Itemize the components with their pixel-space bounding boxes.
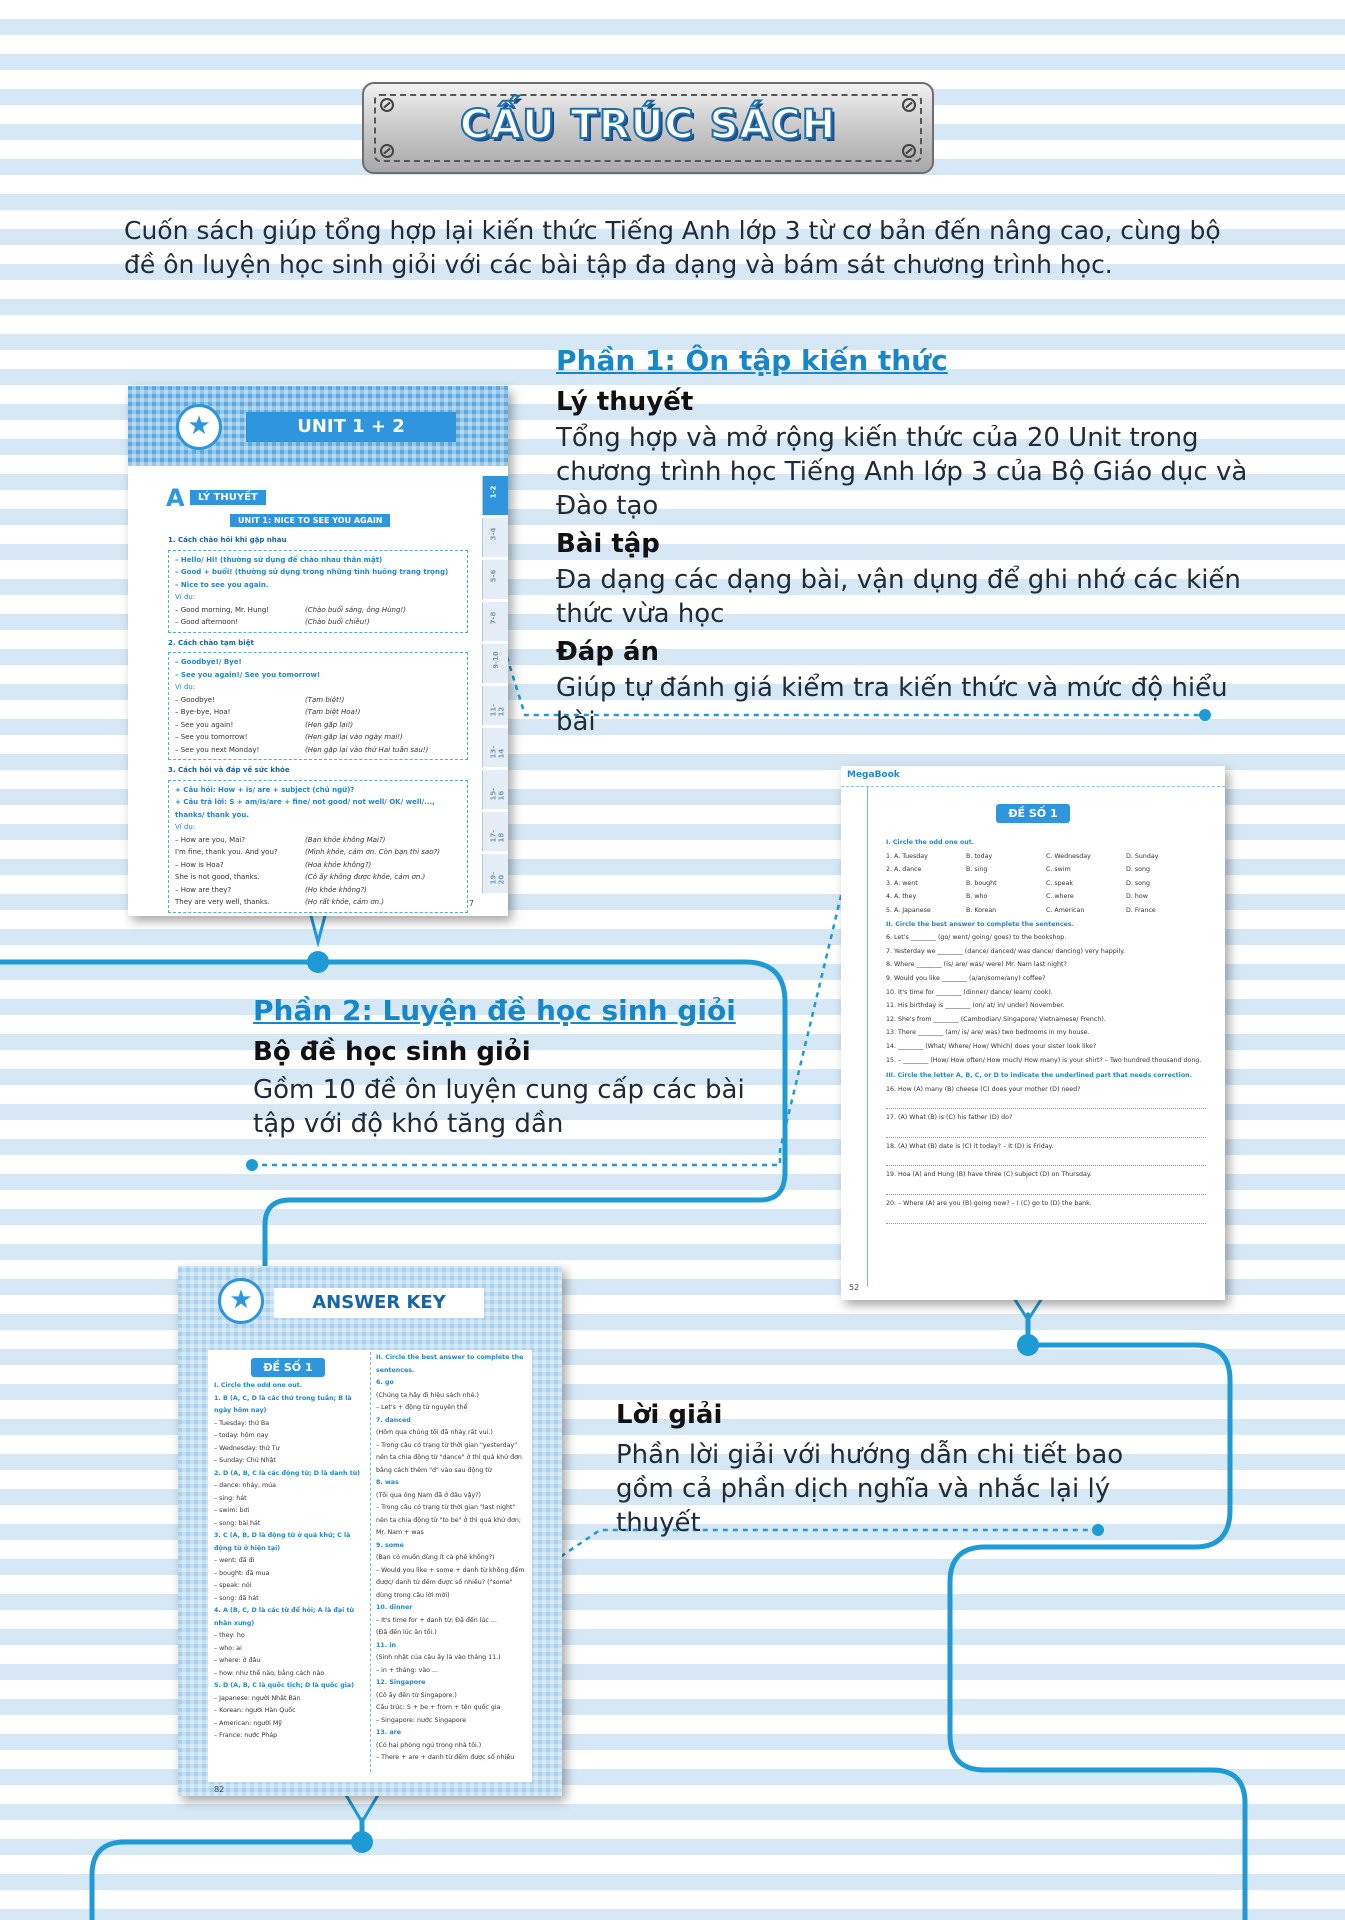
exam-question: 10. It's time for ________ (dinner/ dance/ learn/ cook). [886, 988, 1053, 996]
answer-line-right: 7. danced [376, 1416, 411, 1424]
chapter-tabs [482, 476, 508, 896]
unit-content [168, 534, 468, 916]
chapter-tab [482, 518, 508, 558]
part1-text-theory: Tổng hợp và mở rộng kiến thức của 20 Unit trong chương trình học Tiếng Anh lớp 3 của Bộ Giáo dục và Đào tạo [556, 423, 1248, 521]
example-vi: (Mình khỏe, cảm ơn. Còn bạn thì sao?) [305, 848, 440, 856]
example-en: – Bye-bye, Hoa! [175, 708, 231, 716]
answer-line-right: – It's time for + danh từ: Đã đến lúc ... [376, 1616, 497, 1624]
answer-line-right: – Would you like + some + danh từ không đếm được/ danh từ đếm được số nhiều? ("some" dùng trong câu lời mời) [376, 1566, 525, 1599]
block-box [168, 780, 468, 913]
answer-line-right: – in + tháng: vào ... [376, 1666, 439, 1674]
exam-chip-wrap [841, 802, 1225, 823]
example-en: – How are you, Mai? [175, 835, 246, 844]
example-en: – See you tomorrow! [175, 733, 248, 741]
page-number: 52 [849, 1283, 860, 1292]
example-en: – Good afternoon! [175, 618, 239, 626]
answer-line-left: 1. B (A, C, D là các thứ trong tuần; B là ngày hôm nay) [214, 1394, 352, 1414]
chapter-tab-label: 11-12 [489, 703, 506, 717]
example-vi: (Họ khỏe không?) [305, 885, 367, 894]
example-en: – How are they? [175, 885, 232, 894]
example-row [175, 834, 461, 847]
answer-line-left: 5. D (A, B, C là quốc tịch; D là quốc gia) [214, 1682, 355, 1689]
block-note: – Good + buổi! (thường sử dụng trong những tình huống trang trọng) [175, 568, 449, 576]
exam-q2-title: II. Circle the best answer to complete the sentences. [886, 920, 1074, 928]
exam-question: 18. (A) What (B) date is (C) it today? – It (D) is Friday. [886, 1142, 1054, 1150]
exam-odd-row [886, 890, 1206, 904]
exam-option: C. Wednesday [1046, 852, 1091, 860]
block-note: + Câu hỏi: How + is/ are + subject (chủ ngữ)? [175, 785, 355, 794]
chapter-tab [482, 560, 508, 600]
answers-section [616, 1400, 1176, 1540]
exam-option: B. who [966, 893, 988, 901]
block-note: + Câu trả lời: S + am/is/are + fine/ not good/ not well/ OK/ well/..., thanks/ thank you. [175, 798, 435, 819]
chapter-tab-label: 15-16 [489, 787, 506, 801]
answer-line-left: 2. D (A, B, C là các động từ; D là danh từ) [214, 1469, 361, 1477]
chapter-tab-label: 1-2 [489, 485, 498, 499]
exam-question: 17. (A) What (B) is (C) his father (D) do? [886, 1114, 1013, 1122]
example-row [175, 616, 461, 629]
answer-line-left: – Wednesday: thứ Tư [214, 1444, 280, 1452]
part2-text: Gồm 10 đề ôn luyện cung cấp các bài tập với độ khó tăng dần [253, 1075, 745, 1139]
exam-q1-title: I. Circle the odd one out. [886, 839, 975, 846]
example-row [175, 744, 461, 757]
example-row [175, 896, 461, 909]
exam-option: D. song [1126, 879, 1150, 887]
exam-chip: ĐỀ SỐ 1 [996, 804, 1069, 823]
answer-line-left: – who: ai [214, 1644, 242, 1652]
example-en: – See you again! [175, 720, 234, 729]
example-vi: (Cô ấy không được khỏe, cảm ơn.) [305, 873, 426, 881]
block-note: – Nice to see you again. [175, 580, 269, 589]
example-row [175, 706, 461, 719]
answer-line-right: 10. dinner [376, 1604, 413, 1611]
answer-chip-wrap [208, 1350, 368, 1377]
example-en: – How is Hoa? [175, 860, 224, 869]
exam-odd-row [886, 863, 1206, 877]
exam-question: 13. There ________ (am/ is/ are/ was) two bedrooms in my house. [886, 1029, 1090, 1037]
example-vi: (Hẹn gặp lại vào ngày mai!) [305, 733, 403, 741]
chapter-tab [482, 644, 508, 684]
example-en: They are very well, thanks. [175, 898, 270, 906]
block-note: – Goodbye!/ Bye! [175, 658, 242, 666]
intro-paragraph: Cuốn sách giúp tổng hợp lại kiến thức Tiếng Anh lớp 3 từ cơ bản đến nâng cao, cùng bộ đề ôn luyện học sinh giỏi với các bài tập đa dạng và bám sát chương trình học. [124, 216, 1221, 279]
unit-title: UNIT 1: NICE TO SEE YOU AGAIN [230, 514, 390, 527]
chapter-tab [482, 854, 508, 894]
book-page-unit [128, 386, 508, 916]
answer-line-right: – Trong câu có trạng từ thời gian "last night" nên ta chia động từ "to be" ở thì quá khứ đơn; Mr. Nam + was [376, 1504, 522, 1536]
part1-text-exercises: Đa dạng các dạng bài, vận dụng để ghi nhớ các kiến thức vừa học [556, 565, 1241, 629]
example-en: – Goodbye! [175, 695, 215, 704]
exam-question: 7. Yesterday we ________ (dance/ danced/ was dance/ dancing) very happily. [886, 947, 1126, 955]
exam-odd-row [886, 877, 1206, 891]
exam-content [886, 836, 1206, 1226]
part1-title: Phần 1: Ôn tập kiến thức [556, 344, 948, 377]
exam-option: C. where [1046, 893, 1074, 901]
block-note: – Hello/ Hi! (thường sử dụng để chào nhau thân mật) [175, 555, 383, 564]
part2-title: Phần 2: Luyện đề học sinh giỏi [253, 994, 736, 1027]
block-heading: 1. Cách chào hỏi khi gặp nhau [168, 536, 287, 544]
block-example-label: Ví dụ: [175, 683, 196, 691]
answer-sheet [208, 1350, 532, 1794]
answer-line-left: – today: hôm nay [214, 1432, 269, 1439]
answer-line-left: 4. A (B, C, D là các từ để hỏi; A là đại từ nhân xưng) [214, 1607, 355, 1627]
answer-line-right: 12. Singapore [376, 1679, 426, 1686]
example-row [175, 846, 461, 859]
answer-line-left: – song: đã hát [214, 1594, 259, 1602]
answers-text: Phần lời giải với hướng dẫn chi tiết bao gồm cả phần dịch nghĩa và nhắc lại lý thuyết [616, 1440, 1124, 1538]
answer-line-left: – dance: nhảy, múa [214, 1482, 277, 1489]
exam-option: C. American [1046, 906, 1085, 914]
part1-heading-theory: Lý thuyết [556, 387, 694, 417]
example-vi: (Tạm biệt Hoa!) [305, 708, 361, 716]
exam-option: B. Korean [966, 906, 997, 914]
chapter-tab-label: 7-8 [489, 611, 498, 625]
chapter-tab-label: 13-14 [489, 745, 506, 759]
example-en: – Good morning, Mr. Hung! [175, 605, 270, 614]
example-vi: (Hoa khỏe không?) [305, 860, 372, 869]
exam-option: C. swim [1046, 866, 1071, 874]
answer-line-right: 13. are [376, 1729, 401, 1736]
answer-line-left: – Japanese: người Nhật Bản [214, 1694, 301, 1702]
exam-question: 20. – Where (A) are you (B) going now? – I (C) go to (D) the bank. [886, 1200, 1092, 1208]
brand-logo: MegaBook [847, 770, 900, 780]
answer-line-right: (Bạn có muốn dùng ít cà phê không?) [376, 1554, 495, 1561]
answer-line-left: – went: đã đi [214, 1557, 255, 1564]
answer-line-left: – swim: bơi [214, 1507, 250, 1514]
example-row [175, 859, 461, 872]
answer-line-left: – bought: đã mua [214, 1569, 270, 1577]
answer-line-right: Cấu trúc: S + be + from + tên quốc gia [376, 1704, 501, 1711]
example-vi: (Chào buổi sáng, ông Hùng!) [305, 605, 406, 614]
example-row [175, 694, 461, 707]
answer-line-left: 3. C (A, B, D là động từ ở quá khứ; C là động từ ở hiện tại) [214, 1532, 351, 1552]
exam-question: 9. Would you like ________ (a/an/some/any) coffee? [886, 974, 1046, 982]
answer-line-right: – Trong câu có trạng từ thời gian "yesterday" nên ta chia động từ "dance" ở thì quá khứ đơn bằng cách thêm "d" vào sau động từ [376, 1441, 522, 1474]
part2-heading: Bộ đề học sinh giỏi [253, 1037, 531, 1067]
example-row [175, 731, 461, 744]
answer-line-right: (Có hai phòng ngủ trong nhà tôi.) [376, 1741, 482, 1749]
part1-text-answers: Giúp tự đánh giá kiểm tra kiến thức và mức độ hiểu bài [556, 673, 1228, 737]
exam-header [841, 766, 1225, 787]
unit-banner: UNIT 1 + 2 [246, 412, 456, 442]
answer-line [886, 1211, 1206, 1224]
chapter-tab-label: 17-18 [489, 829, 506, 843]
example-vi: (Họ rất khỏe, cảm ơn.) [305, 898, 385, 906]
chapter-tab [482, 812, 508, 852]
example-vi: (Hẹn gặp lại vào thứ Hai tuần sau!) [305, 745, 429, 754]
example-en: – See you next Monday! [175, 745, 260, 754]
part1-heading-answers: Đáp án [556, 637, 660, 667]
title-banner [362, 82, 934, 174]
answer-chip: ĐỀ SỐ 1 [251, 1358, 324, 1377]
answer-line [886, 1096, 1206, 1109]
exam-odd-row [886, 850, 1206, 864]
answer-line-left: – Sunday: Chủ Nhật [214, 1457, 276, 1464]
answer-line-left: – Korean: người Hàn Quốc [214, 1707, 296, 1714]
answer-key-banner: ANSWER KEY [274, 1288, 484, 1318]
answer-line-left: – speak: nói [214, 1582, 252, 1589]
answer-line-right: II. Circle the best answer to complete the sentences. [376, 1354, 524, 1374]
page-number: 82 [214, 1785, 225, 1794]
answer-line-right: (Hôm qua chúng tôi đã nhảy rất vui.) [376, 1429, 493, 1436]
answer-line-right: (Cô ấy đến từ Singapore.) [376, 1691, 457, 1699]
part2-section [253, 994, 783, 1141]
answer-line [886, 1153, 1206, 1166]
answer-line-right: (Tối qua ông Nam đã ở đâu vậy?) [376, 1491, 481, 1499]
block-heading: 3. Cách hỏi và đáp về sức khỏe [168, 766, 290, 774]
answer-line-right: 11. in [376, 1641, 396, 1649]
answer-line-left: – they: họ [214, 1632, 245, 1639]
answer-line-left: – song: bài hát [214, 1519, 261, 1527]
block-example-label: Ví dụ: [175, 593, 196, 601]
chapter-tab-label: 5-6 [489, 569, 498, 583]
block-note: – See you again!/ See you tomorrow! [175, 670, 321, 679]
answer-line-right: – There + are + danh từ đếm được số nhiều [376, 1754, 515, 1761]
answer-line-left: – sing: hát [214, 1494, 247, 1502]
answer-line-right: 8. was [376, 1479, 399, 1486]
answers-heading: Lời giải [616, 1400, 723, 1430]
margin-line [867, 786, 868, 1286]
example-vi: (Hẹn gặp lại!) [305, 720, 354, 729]
exam-odd-row [886, 904, 1206, 918]
column-divider [370, 1352, 372, 1772]
chapter-tab [482, 686, 508, 726]
block-box [168, 550, 468, 633]
example-vi: (Chào buổi chiều!) [305, 618, 370, 626]
answer-line-left: – France: nước Pháp [214, 1732, 278, 1739]
exam-option: D. how [1126, 893, 1148, 901]
example-row [175, 604, 461, 617]
chapter-tab-label: 19-20 [489, 871, 506, 885]
example-row [175, 871, 461, 884]
block-heading: 2. Cách chào tạm biệt [168, 638, 254, 647]
answer-line-left: – how: như thế nào, bằng cách nào [214, 1669, 325, 1677]
exam-option: B. today [966, 852, 993, 860]
page-number: 7 [468, 899, 474, 908]
exam-option: D. song [1126, 866, 1150, 874]
chapter-tab-label: 3-4 [489, 527, 498, 541]
exam-question: 16. How (A) many (B) cheese (C) does your mother (D) need? [886, 1085, 1081, 1093]
exam-option: D. Sunday [1126, 852, 1159, 860]
answer-line-right: (Chúng ta hãy đi hiệu sách nhé.) [376, 1391, 479, 1399]
exam-q3-title: III. Circle the letter A, B, C, or D to indicate the underlined part that needs correction. [886, 1072, 1193, 1080]
chapter-tab [482, 770, 508, 810]
example-vi: (Bạn khỏe không Mai?) [305, 835, 386, 844]
section-letter: A [166, 484, 185, 512]
exam-question: 6. Let's ________ (go/ went/ going/ goes) to the bookshop. [886, 934, 1067, 942]
book-page-exam [841, 766, 1225, 1300]
answer-line-right: 6. go [376, 1379, 394, 1386]
exam-question: 14. ________ (What/ Where/ How/ Which) does your sister look like? [886, 1042, 1097, 1050]
answer-line-right: – Singapore: nước Singapore [376, 1716, 467, 1724]
exam-option: 5. A. Japanese [886, 906, 931, 914]
answer-line-right: 9. some [376, 1541, 404, 1549]
exam-question: 15. – ________ (How/ How often/ How much/ How many) is your shirt? – Two hundred thousand dong. [886, 1056, 1202, 1064]
exam-question: 12. She's from ________ (Cambodian/ Singapore/ Vietnamese/ French). [886, 1015, 1106, 1023]
trophy-icon: ★ [218, 1278, 264, 1324]
exam-question: 8. Where ________ (is/ are/ was/ were) Mr. Nam last night? [886, 961, 1067, 969]
chapter-tab [482, 476, 508, 516]
block-box [168, 652, 468, 760]
book-page-answer-key [178, 1266, 562, 1796]
answer-line-right: – Let's + động từ nguyên thể [376, 1404, 468, 1411]
exam-option: C. speak [1046, 879, 1074, 887]
answer-line-left: I. Circle the odd one out. [214, 1382, 303, 1389]
exam-option: B. sing [966, 866, 988, 874]
example-en: I'm fine, thank you. And you? [175, 848, 278, 856]
exam-option: B. bought [966, 879, 997, 887]
answer-line-left: – Tuesday: thứ Ba [214, 1419, 270, 1427]
exam-option: 4. A. they [886, 893, 917, 901]
answer-line-left: – where: ở đâu [214, 1657, 261, 1664]
answer-line [886, 1182, 1206, 1195]
example-vi: (Tạm biệt!) [305, 695, 345, 704]
chapter-tab [482, 728, 508, 768]
chapter-tab [482, 602, 508, 642]
block-example-label: Ví dụ: [175, 823, 196, 831]
answer-right-column [376, 1352, 526, 1765]
answer-line-left: – American: người Mỹ [214, 1719, 282, 1727]
answer-line-right: (Đã đến lúc ăn tối.) [376, 1629, 437, 1636]
chapter-tab-label: 9-10 [491, 651, 500, 669]
example-row [175, 884, 461, 897]
page-title: CẤU TRÚC SÁCH [459, 102, 837, 148]
example-en: She is not good, thanks. [175, 873, 260, 881]
answer-left-column [214, 1380, 364, 1743]
part1-heading-exercises: Bài tập [556, 529, 660, 559]
part1-section [556, 344, 1256, 739]
trophy-icon: ★ [176, 404, 222, 450]
exam-option: D. France [1126, 906, 1156, 914]
exam-question: 19. Hoa (A) and Hung (B) have three (C) subject (D) on Thursday. [886, 1171, 1092, 1179]
exam-option: 3. A. went [886, 879, 918, 887]
answer-line [886, 1125, 1206, 1138]
exam-question: 11. His birthday is ________ (on/ at/ in/ under) November. [886, 1002, 1065, 1010]
section-label: LÝ THUYẾT [190, 490, 266, 505]
exam-option: 1. A. Tuesday [886, 852, 928, 860]
answer-line-right: (Sinh nhật của cậu ấy là vào tháng 11.) [376, 1654, 501, 1661]
exam-option: 2. A. dance [886, 866, 922, 874]
example-row [175, 719, 461, 732]
